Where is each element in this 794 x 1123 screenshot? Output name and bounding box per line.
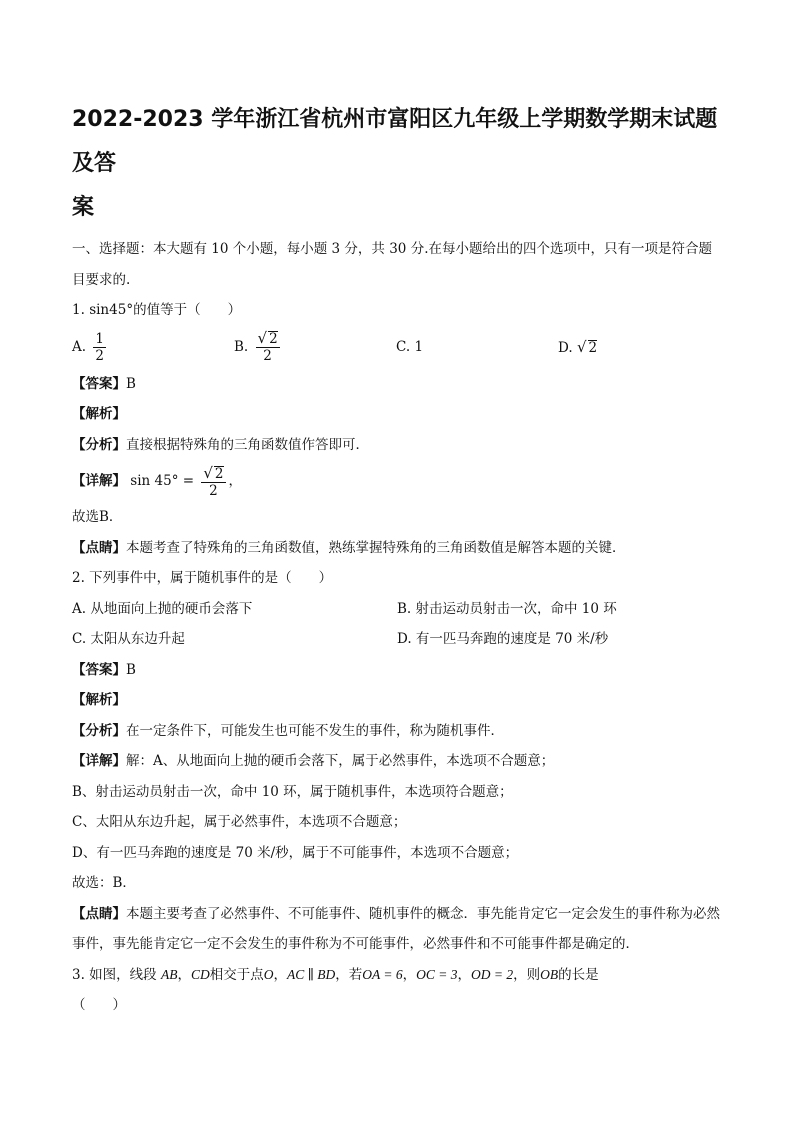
analysis-tag: 【解析】 (72, 406, 126, 422)
q2-answer-value: B (126, 661, 136, 678)
q2-line-c: C、太阳从东边升起，属于必然事件，本选项不合题意； (72, 814, 407, 830)
q1-option-b-label: B. (234, 338, 249, 355)
q3-text-5: 的长是 (558, 966, 599, 983)
q2-analysis (72, 685, 722, 716)
q1-option-b-numerator (256, 330, 280, 348)
section-instructions: 一、选择题：本大题有 10 个小题，每小题 3 分，共 30 分.在每小题给出的四个选项中，只有一项是符合题目要求的. (72, 241, 712, 288)
q2-option-a: A. 从地面向上抛的硬币会落下 (72, 600, 253, 617)
q3-text-1: 3. 如图，线段 (72, 966, 157, 983)
radical-icon: √ (203, 463, 213, 482)
radical-icon: √ (257, 329, 268, 347)
xiangjie-tag: 【详解】 (72, 473, 126, 489)
q1-fenxi (72, 430, 722, 461)
q3-sep-2: ， (273, 966, 287, 983)
q3-oa: OA = 6 (362, 966, 403, 982)
q1-sin: sin (89, 302, 110, 318)
q2-xiangjie (72, 746, 722, 777)
q2-answer (72, 655, 722, 686)
q3-od: OD = 2 (470, 966, 514, 982)
q1-angle: 45° (109, 302, 134, 318)
q2-line-d: D、有一匹马奔跑的速度是 70 米/秒，属于不可能事件，本选项不合题意； (72, 844, 519, 861)
q3-segment-ab: AB (160, 966, 178, 982)
fenxi-tag: 【分析】 (72, 436, 126, 453)
answer-tag: 【答案】 (72, 375, 126, 392)
q1-options (72, 326, 722, 369)
q2-option-b: B. 射击运动员射击一次，命中 10 环 (397, 600, 617, 617)
q2-xiangjie-text: 解：A、从地面向上抛的硬币会落下，属于必然事件，本选项不合题意； (126, 753, 555, 769)
q1-xiangjie (72, 460, 722, 502)
q3-parallel: AC ∥ BD (286, 966, 336, 982)
q1-number: 1. (72, 302, 85, 318)
q1-xiangjie-expression: sin 45° = (130, 473, 195, 489)
q1-choose: 故选B． (72, 509, 123, 525)
radical-icon: √ (576, 337, 587, 356)
q1-analysis (72, 399, 722, 430)
q3-text-4: ，则 (513, 966, 541, 983)
q3-segment-cd: CD (190, 966, 210, 982)
q1-option-c-label: C. (396, 338, 411, 355)
q1-answer (72, 369, 722, 400)
fenxi-tag: 【分析】 (72, 722, 126, 739)
q1-option-a-fraction (93, 331, 106, 364)
q1-option-a-numerator: 1 (95, 330, 104, 347)
document-title (72, 98, 722, 230)
q1-option-a (72, 326, 234, 369)
q2-line-b: B、射击运动员射击一次，命中 10 环，属于随机事件，本选项符合题意； (72, 783, 513, 800)
q1-xiangjie-numerator (201, 465, 225, 483)
title-line-2: 案 (72, 195, 95, 220)
q1-option-b (234, 326, 396, 369)
q2-dianjing (72, 899, 722, 960)
q3-oc: OC = 3 (416, 966, 458, 982)
q1-dianjing-text: 本题考查了特殊角的三角函数值，熟练掌握特殊角的三角函数值是解答本题的关键． (126, 539, 626, 556)
q2-choose: 故选：B． (72, 875, 136, 891)
q3-ob: OB (540, 966, 559, 982)
title-line-1: 2022-2023 学年浙江省杭州市富阳区九年级上学期数学期末试题及答 (72, 107, 718, 176)
q3-text-3: ，若 (335, 966, 363, 983)
q1-option-a-label: A. (72, 338, 87, 355)
q2-options-row-2 (72, 624, 722, 655)
q3-sep-3: ， (402, 966, 417, 983)
document-page (72, 98, 722, 1021)
xiangjie-tag: 【详解】 (72, 753, 126, 769)
q1-option-c-value: 1 (414, 338, 424, 355)
q3-stem (72, 960, 722, 991)
q2-stem: 2. 下列事件中，属于随机事件的是（ ） (72, 570, 333, 586)
q1-option-a-denominator: 2 (95, 347, 104, 364)
q2-fenxi-text: 在一定条件下，可能发生也可能不发生的事件，称为随机事件． (126, 722, 504, 739)
q1-option-b-radicand: 2 (269, 331, 278, 347)
q2-fenxi (72, 716, 722, 747)
q3-point-o: O (263, 966, 274, 982)
q1-option-c (396, 326, 558, 369)
analysis-tag: 【解析】 (72, 692, 126, 708)
q1-dianjing (72, 533, 722, 564)
q1-answer-value: B (126, 375, 136, 392)
q1-option-d (558, 326, 720, 369)
q1-option-d-radicand: 2 (588, 339, 598, 356)
q1-option-b-denominator: 2 (263, 348, 272, 364)
q1-stem (72, 295, 722, 326)
dianjing-tag: 【点睛】 (72, 539, 126, 556)
q1-xiangjie-fraction (201, 465, 225, 499)
q1-option-b-fraction (256, 330, 280, 364)
answer-tag: 【答案】 (72, 661, 126, 678)
q1-xiangjie-radicand: 2 (214, 465, 224, 482)
q1-xiangjie-end: ， (228, 473, 243, 489)
q3-sep-4: ， (457, 966, 471, 983)
q3-text-2: 相交于点 (209, 966, 264, 983)
q3-paren: （ ） (72, 997, 126, 1013)
q2-dianjing-text: 本题主要考查了必然事件、不可能事件、随机事件的概念．事先能肯定它一定会发生的事件称为必然事件，事先能肯定它一定不会发生的事件称为不可能事件，必然事件和不可能事件都是确定的． (72, 905, 720, 952)
dianjing-tag: 【点睛】 (72, 905, 126, 922)
q3-sep-1: ， (177, 966, 191, 983)
q1-fenxi-text: 直接根据特殊角的三角函数值作答即可． (126, 436, 369, 453)
q2-option-c: C. 太阳从东边升起 (72, 631, 185, 647)
q2-option-d: D. 有一匹马奔跑的速度是 70 米/秒 (397, 631, 609, 647)
q2-options-row-1 (72, 594, 722, 625)
q1-xiangjie-denominator: 2 (209, 482, 218, 499)
q1-option-d-label: D. (558, 339, 573, 356)
q1-stem-suffix: 的值等于（ ） (133, 302, 242, 318)
